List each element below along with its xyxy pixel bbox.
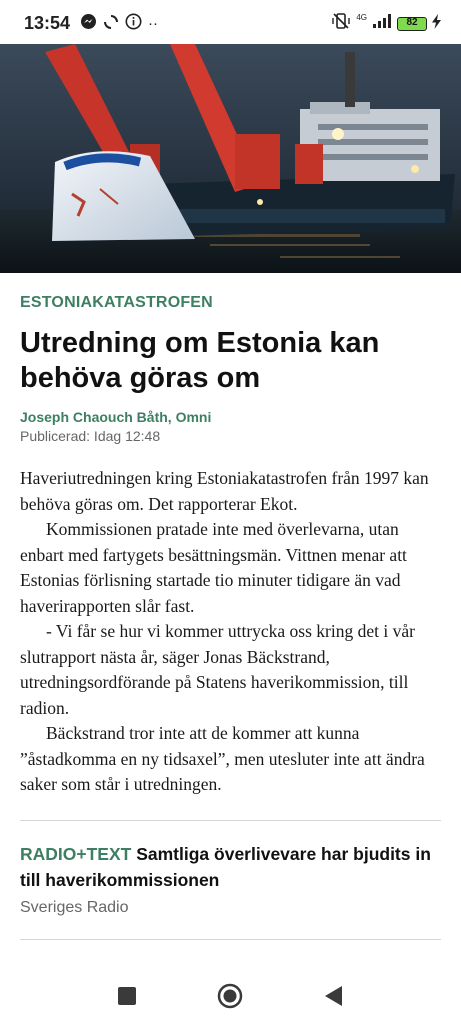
battery-icon [397, 17, 427, 31]
hero-photo-illustration [0, 44, 461, 273]
article-body [20, 466, 445, 798]
article-paragraph: Kommissionen pratade inte med överlevarna, utan enbart med fartygets besättningsmän. Vittnen menar att Estonias förlisning startade tio minuter tidigare än vad haverirapporten slår fast. [20, 519, 407, 616]
navigation-bar [0, 966, 461, 1024]
circle-icon [217, 983, 243, 1009]
status-time: 13:54 [24, 13, 71, 33]
network-label: 4G [356, 13, 367, 22]
related-source: Sveriges Radio [20, 899, 129, 916]
related-article-link[interactable] [20, 841, 445, 893]
charging-icon [432, 14, 441, 34]
square-icon [118, 987, 136, 1005]
back-button[interactable] [320, 982, 348, 1010]
article-paragraph: Bäckstrand tror inte att de kommer att kunna ”åstadkomma en ny tidsaxel”, men utesluter inte att ändra saker som står i utredningen. [20, 723, 425, 794]
status-bar [0, 0, 461, 44]
vibrate-off-icon [331, 12, 351, 35]
related-tag: RADIO+TEXT [20, 844, 132, 864]
hero-image [0, 44, 461, 273]
signal-icon [372, 13, 392, 34]
article-category[interactable]: ESTONIAKATASTROFEN [20, 294, 213, 311]
messenger-icon [80, 13, 97, 35]
notification-icons [80, 13, 158, 35]
sync-icon [103, 14, 119, 35]
article-paragraph: - Vi får se hur vi kommer uttrycka oss kring det i vår slutrapport nästa år, säger Jonas Bäckstrand, utredningsordförande på Statens haverikommission, till radion. [20, 621, 415, 718]
more-notifications-icon: ·· [148, 15, 158, 32]
home-button[interactable] [216, 982, 244, 1010]
battery-level: 82 [406, 16, 418, 28]
article-byline[interactable]: Joseph Chaouch Båth, Omni [20, 409, 212, 425]
article-paragraph: Haveriutredningen kring Estoniakatastrofen från 1997 kan behöva göras om. Det rapporterar Ekot. [20, 468, 429, 514]
publish-date: Publicerad: Idag 12:48 [20, 428, 161, 444]
system-icons [331, 12, 441, 35]
related-title: Samtliga överlivevare har bjudits in till haverikommissionen [20, 844, 431, 890]
divider [20, 939, 441, 940]
divider [20, 820, 441, 821]
info-icon [125, 13, 142, 35]
triangle-back-icon [325, 986, 343, 1006]
recents-button[interactable] [113, 982, 141, 1010]
article-headline: Utredning om Estonia kan behöva göras om [20, 327, 380, 394]
